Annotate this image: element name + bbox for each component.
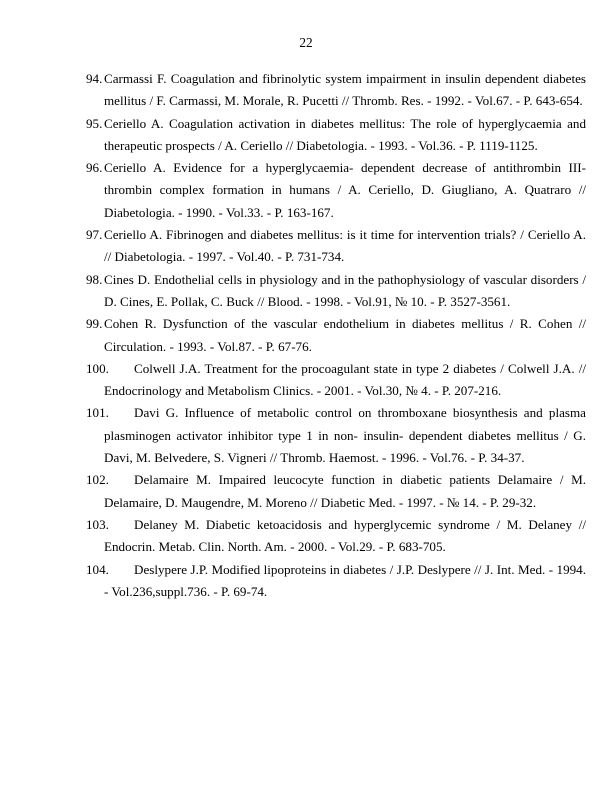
- reference-text: Davi G. Influence of metabolic control on thromboxane biosynthesis and plasma plasminogen activator inhibitor type 1 in non- insulin- dependent diabetes mellitus / G. Davi, M. Belvedere, S. Vigneri // Thromb. Haemost. - 1996. - Vol.76. - P. 34-37.: [104, 405, 586, 466]
- reference-number: 98.: [86, 271, 103, 287]
- reference-text: Delaney M. Diabetic ketoacidosis and hyperglycemic syndrome / M. Delaney // Endocrin. Metab. Clin. North. Am. - 2000. - Vol.29. - P. 683-705.: [104, 516, 586, 555]
- reference-item: [86, 68, 586, 113]
- reference-item: [86, 157, 586, 224]
- reference-text: Carmassi F. Coagulation and fibrinolytic system impairment in insulin dependent diabetes mellitus / F. Carmassi, M. Morale, R. Pucetti // Thromb. Res. - 1992. - Vol.67. - P. 643-654.: [104, 71, 586, 109]
- reference-item: [86, 514, 586, 559]
- reference-item: [86, 469, 586, 514]
- page-number: 22: [299, 35, 313, 50]
- reference-number: 100.: [86, 360, 109, 376]
- reference-text: Ceriello A. Evidence for a hyperglycaemia- dependent decrease of antithrombin III-thrombin complex formation in humans / A. Ceriello, D. Giugliano, A. Quatraro // Diabetologia. - 1990. - Vol.33. - P. 163-167.: [104, 160, 586, 220]
- reference-item: [86, 224, 586, 269]
- reference-item: [86, 269, 586, 314]
- reference-number: 104.: [86, 561, 109, 577]
- reference-text: Cines D. Endothelial cells in physiology and in the pathophysiology of vascular disorders / D. Cines, E. Pollak, C. Buck // Blood. - 1998. - Vol.91, № 10. - P. 3527-3561.: [104, 271, 586, 309]
- reference-number: 97.: [86, 227, 103, 243]
- reference-text: Ceriello A. Coagulation activation in diabetes mellitus: The role of hyperglycaemia and therapeutic prospects / A. Ceriello // Diabetologia. - 1993. - Vol.36. - P. 1119-1125.: [104, 115, 586, 153]
- reference-item: [86, 402, 586, 469]
- reference-text: Cohen R. Dysfunction of the vascular endothelium in diabetes mellitus / R. Cohen // Circulation. - 1993. - Vol.87. - P. 67-76.: [104, 316, 586, 354]
- reference-text: Deslypere J.P. Modified lipoproteins in diabetes / J.P. Deslypere // J. Int. Med. - 1994. - Vol.236,suppl.736. - P. 69-74.: [104, 561, 586, 599]
- reference-item: [86, 313, 586, 358]
- reference-item: [86, 559, 586, 604]
- reference-number: 95.: [86, 115, 103, 131]
- reference-number: 96.: [86, 160, 103, 176]
- reference-text: Colwell J.A. Treatment for the procoagulant state in type 2 diabetes / Colwell J.A. // Endocrinology and Metabolism Clinics. - 2001. - Vol.30, № 4. - P. 207-216.: [104, 360, 586, 399]
- reference-text: Ceriello A. Fibrinogen and diabetes mellitus: is it time for intervention trials? / Ceriello A. // Diabetologia. - 1997. - Vol.40. - P. 731-734.: [104, 227, 586, 265]
- reference-item: [86, 358, 586, 403]
- reference-number: 99.: [86, 316, 103, 332]
- reference-text: Delamaire M. Impaired leucocyte function in diabetic patients Delamaire / M. Delamaire, D. Maugendre, M. Moreno // Diabetic Med. - 1997. - № 14. - P. 29-32.: [104, 472, 586, 510]
- reference-item: [86, 113, 586, 158]
- reference-number: 102.: [86, 472, 109, 488]
- reference-number: 101.: [86, 405, 109, 421]
- reference-number: 94.: [86, 71, 103, 86]
- reference-list: [86, 68, 586, 603]
- reference-number: 103.: [86, 516, 109, 532]
